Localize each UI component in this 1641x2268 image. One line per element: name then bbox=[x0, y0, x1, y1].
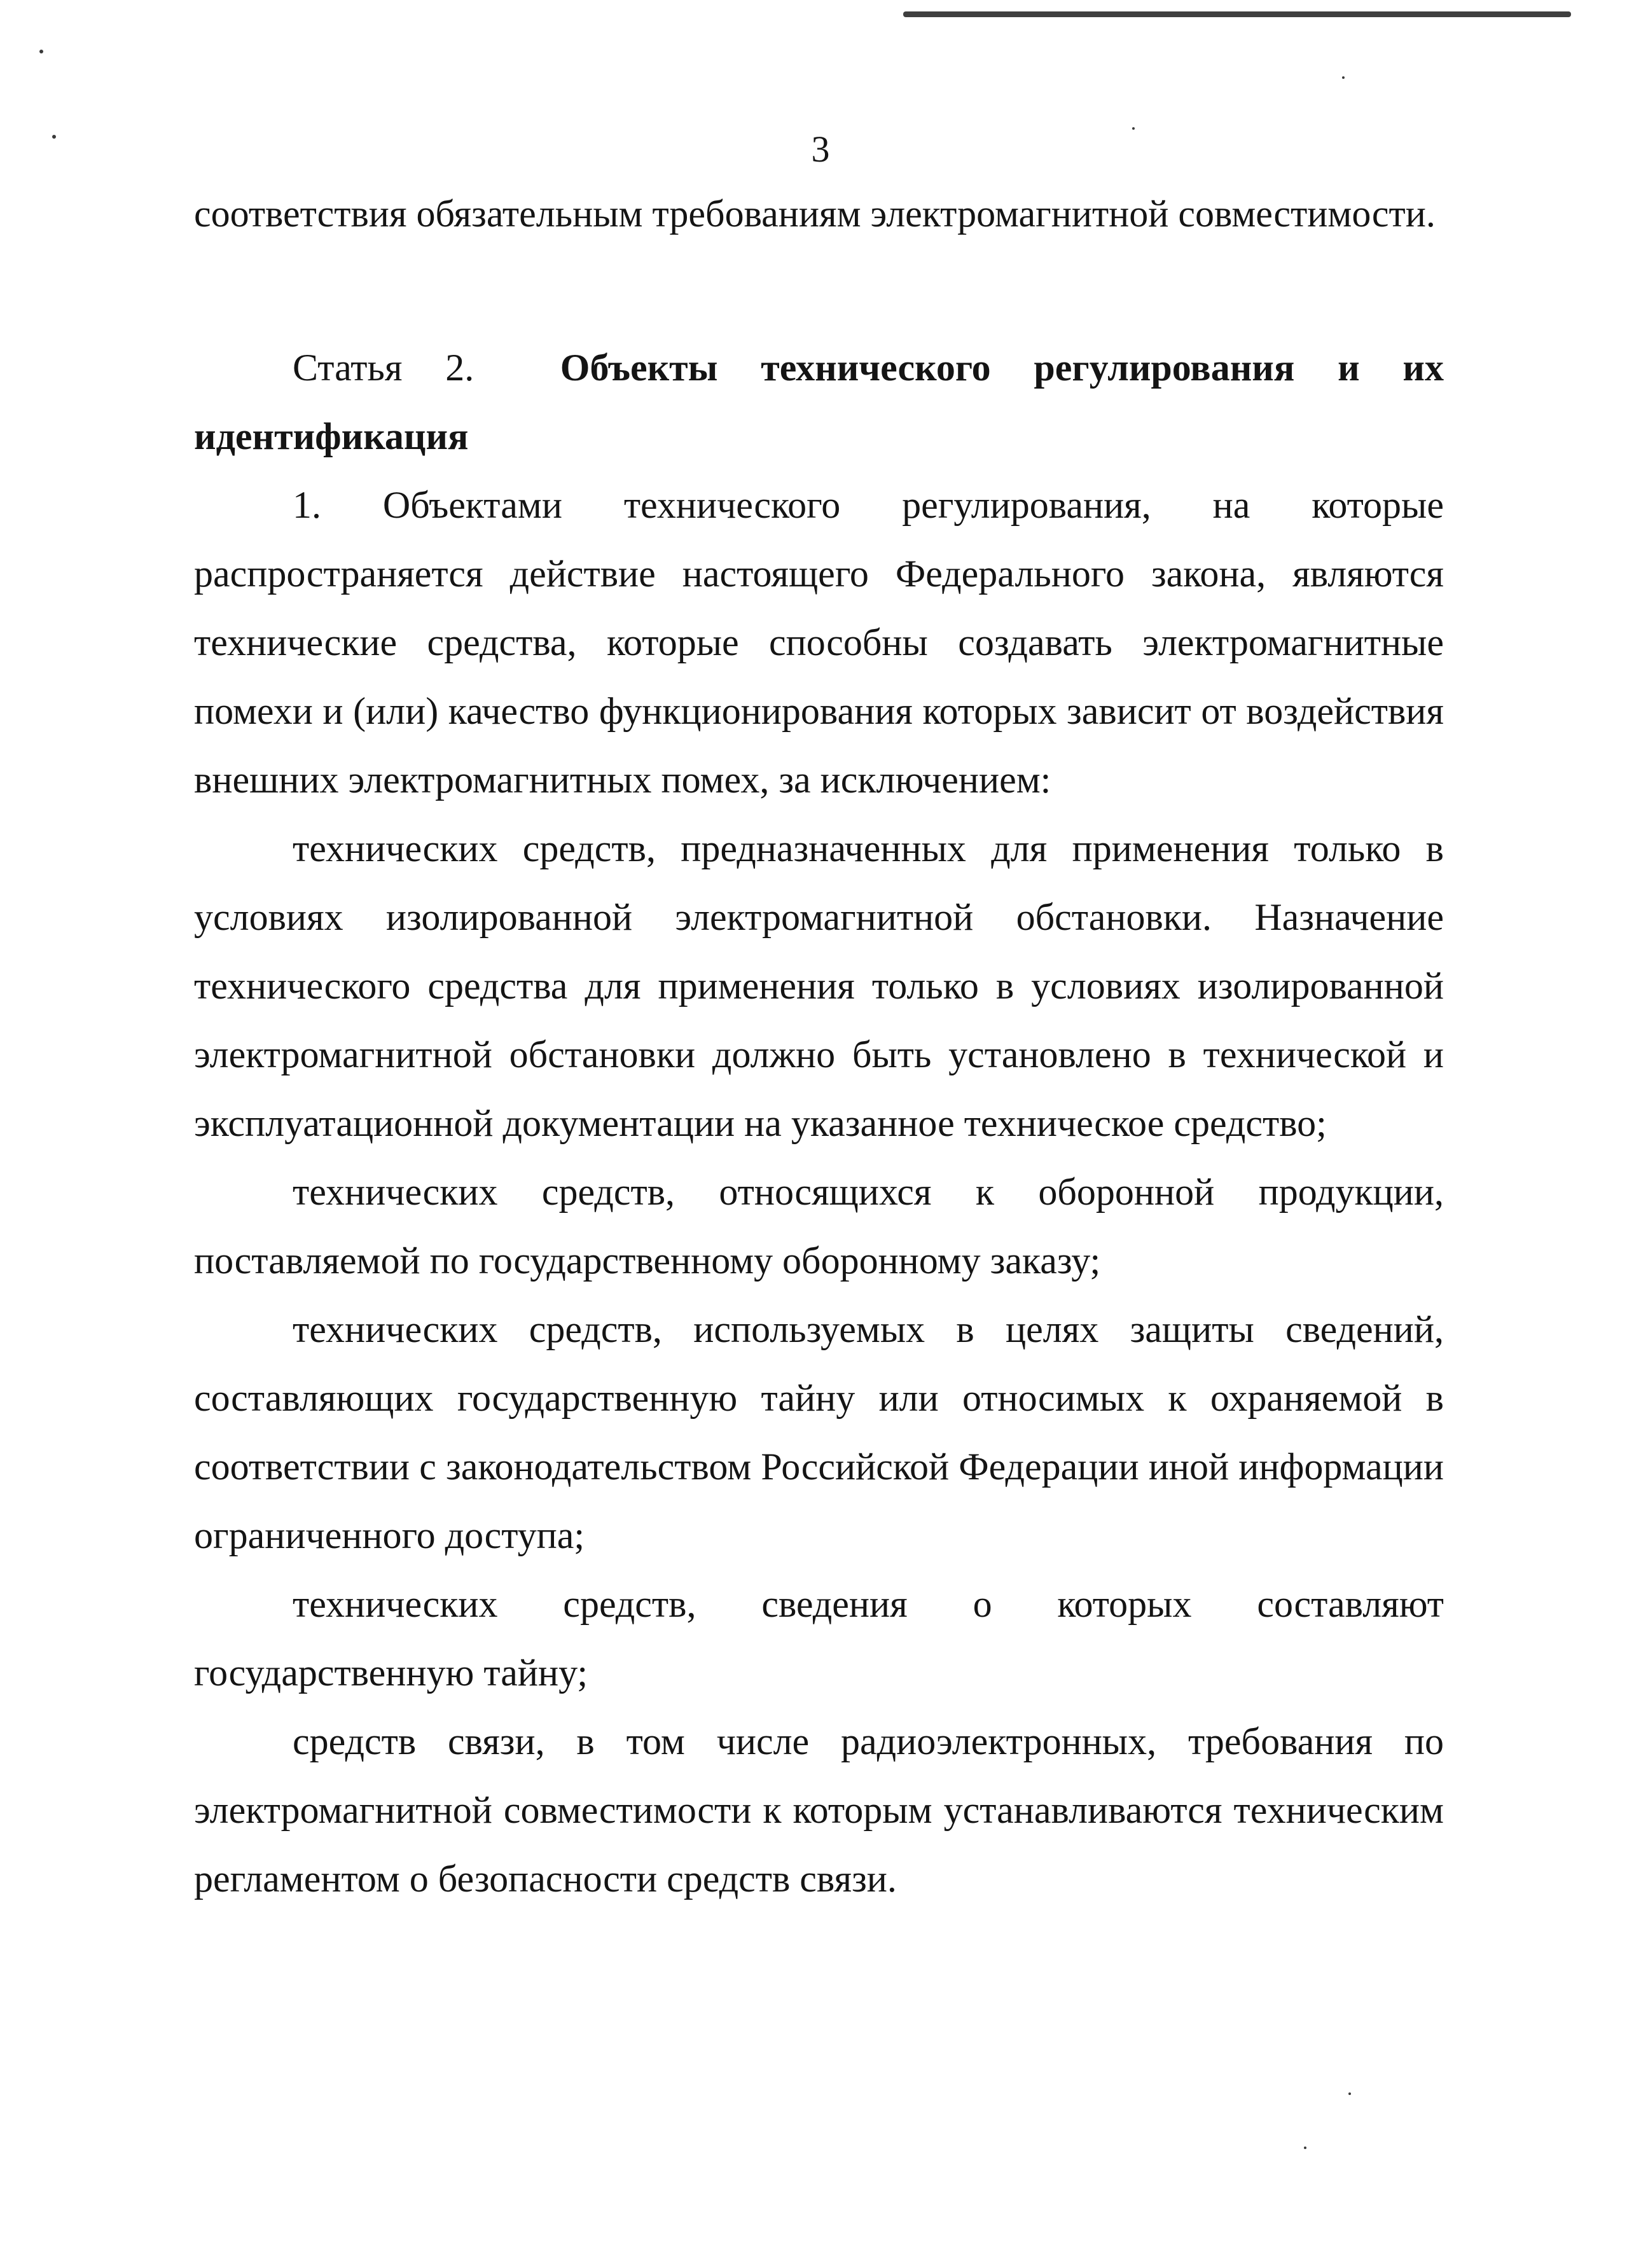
paragraph-2: технических средств, предназначенных для применения только в условиях изолированной электромагнитной обстановки. Назначение технического средства для применения только в условиях изолированной электромагнитной обстановки должно быть установлено в технической и эксплуатационной документации на указанное техническое средство; bbox=[194, 827, 1444, 1144]
paragraph-3: технических средств, относящихся к оборонной продукции, поставляемой по государственному оборонному заказу; bbox=[194, 1171, 1444, 1282]
scan-speck bbox=[1304, 2147, 1306, 2149]
section-spacer bbox=[194, 248, 1444, 333]
paragraph-continuation: соответствия обязательным требованиям электромагнитной совместимости. bbox=[194, 193, 1436, 235]
scan-speck bbox=[1342, 76, 1345, 79]
paragraph-5: технических средств, сведения о которых составляют государственную тайну; bbox=[194, 1583, 1444, 1694]
paragraph-6: средств связи, в том числе радиоэлектронных, требования по электромагнитной совместимости к которым устанавливаются техническим регламентом о безопасности средств связи. bbox=[194, 1720, 1444, 1900]
scan-artifact-line bbox=[903, 11, 1571, 17]
scan-speck bbox=[39, 50, 43, 53]
scan-speck bbox=[1348, 2092, 1351, 2095]
article-title: Объекты технического регулирования и их идентификация bbox=[194, 347, 1444, 457]
article-heading bbox=[194, 333, 1444, 471]
paragraph-1: 1. Объектами технического регулирования, на которые распространяется действие настоящего Федерального закона, являются технические средства, которые способны создавать электромагнитные помехи и (или) качество функционирования которых зависит от воздействия внешних электромагнитных помех, за исключением: bbox=[194, 484, 1444, 801]
article-label: Статья 2. bbox=[293, 347, 474, 389]
page-number: 3 bbox=[811, 128, 830, 170]
document-body bbox=[194, 179, 1444, 1913]
paragraph-4: технических средств, используемых в целях защиты сведений, составляющих государственную тайну или относимых к охраняемой в соответствии с законодательством Российской Федерации иной информации ограниченного доступа; bbox=[194, 1308, 1444, 1556]
